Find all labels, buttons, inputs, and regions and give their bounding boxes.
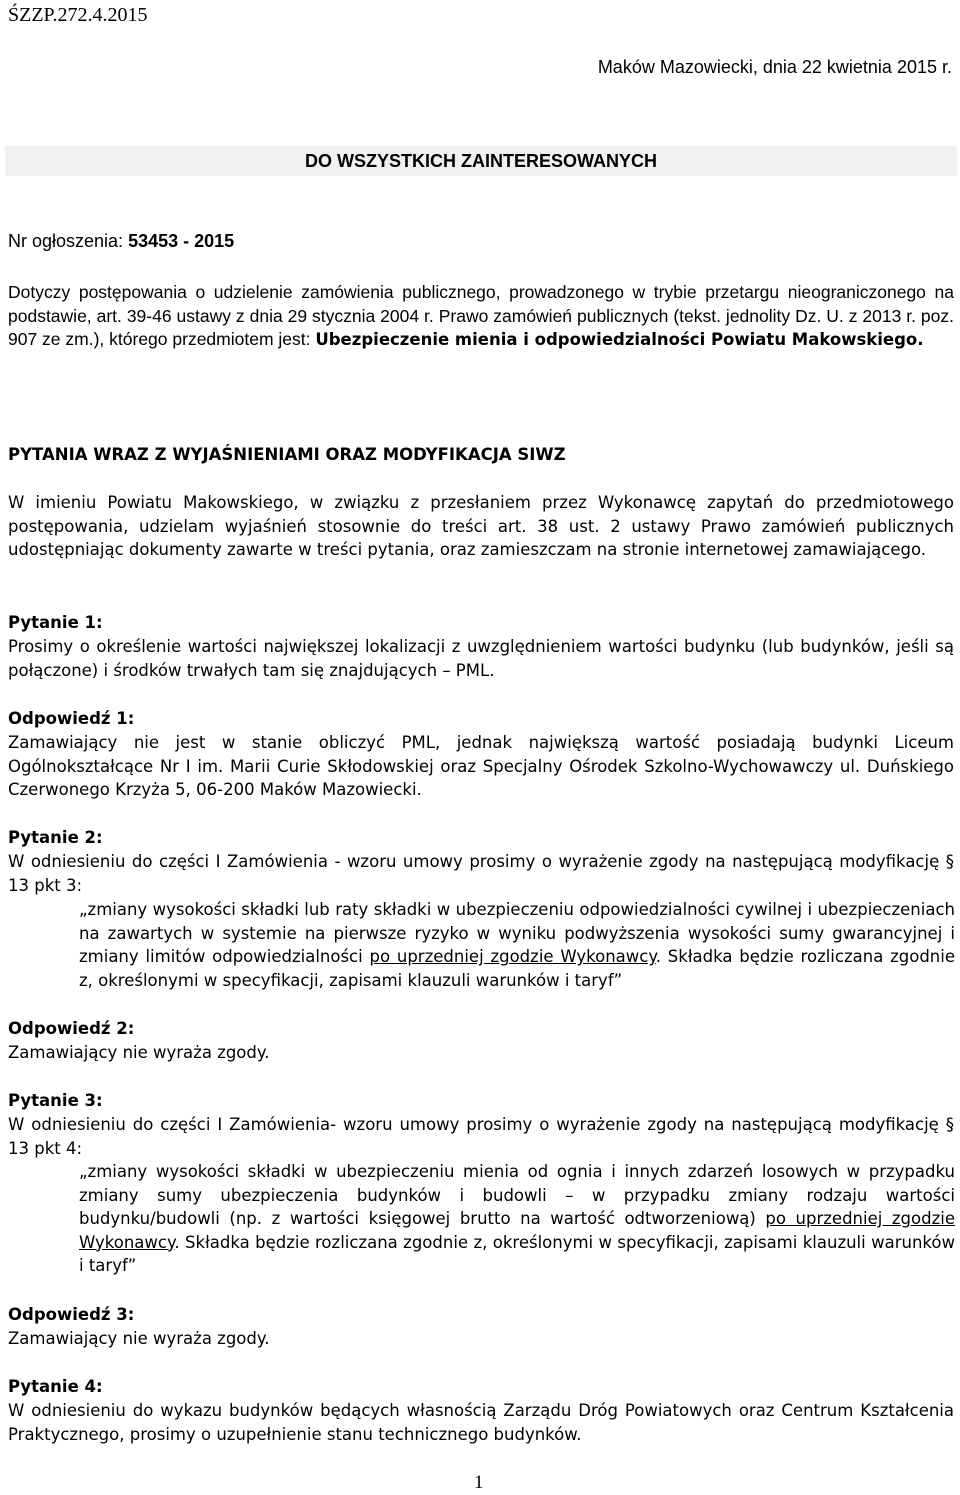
question-3-heading: Pytanie 3: xyxy=(8,1091,103,1110)
answer-2-heading: Odpowiedź 2: xyxy=(8,1019,135,1038)
question-2-quote-part-b: . Składka będzie rozliczana zgodnie z, określonymi w specyfikacji, zapisami klauzuli warunków i taryf” xyxy=(79,947,955,990)
page-number: 1 xyxy=(474,1472,484,1493)
question-2-text: W odniesieniu do części I Zamówienia - wzoru umowy prosimy o wyrażenie zgody na następującą modyfikację § 13 pkt 3: xyxy=(8,852,954,895)
question-3-quote xyxy=(79,1160,955,1278)
question-4-heading: Pytanie 4: xyxy=(8,1377,103,1396)
announcement-number xyxy=(8,231,234,252)
question-4-text: W odniesieniu do wykazu budynków będących własnością Zarządu Dróg Powiatowych oraz Centrum Kształcenia Praktycznego, prosimy o uzupełnienie stanu technicznego budynków. xyxy=(8,1401,954,1444)
question-3-quote-part-a: „zmiany wysokości składki w ubezpieczeniu mienia od ognia i innych zdarzeń losowych w przypadku zmiany sumy ubezpieczenia budynków i budowli – w przypadku zmiany rodzaju wartości budynku/budowli (np. z wartości księgowej brutto na wartość odtworzeniową) xyxy=(79,1162,955,1229)
subject-text: Dotyczy postępowania o udzielenie zamówienia publicznego, prowadzonego w trybie przetargu nieograniczonego na podstawie, art. 39-46 ustawy z dnia 29 stycznia 2004 r. Prawo zamówień publicznych (tekst. jednolity Dz. U. z 2013 r. poz. 907 ze zm.), którego przedmiotem jest: xyxy=(8,282,954,350)
answer-1-heading: Odpowiedź 1: xyxy=(8,709,135,728)
question-1-heading: Pytanie 1: xyxy=(8,613,103,632)
place-and-date: Maków Mazowiecki, dnia 22 kwietnia 2015 r. xyxy=(597,57,952,77)
reference-number: ŚZZP.272.4.2015 xyxy=(8,4,148,26)
question-2-quote-part-a: „zmiany wysokości składki lub raty składki w ubezpieczeniu odpowiedzialności cywilnej i ubezpieczeniach na zawartych w systemie na pierwsze ryzyko w wyniku podwyższenia wysokości sumy gwarancyjnej i zmiany limitów odpowiedzialności xyxy=(79,900,955,967)
subject-paragraph xyxy=(8,281,954,352)
question-3-quote-underlined: po uprzedniej zgodzie Wykonawcy xyxy=(79,1209,955,1252)
answer-1-text: Zamawiający nie jest w stanie obliczyć PML, jednak największą wartość posiadają budynki Liceum Ogólnokształcące Nr I im. Marii Curie Skłodowskiej oraz Specjalny Ośrodek Szkolno-Wychowawczy ul. Duńskiego Czerwonego Krzyża 5, 06-200 Maków Mazowiecki. xyxy=(8,733,954,800)
question-2-heading: Pytanie 2: xyxy=(8,828,103,847)
question-1-text: Prosimy o określenie wartości największej lokalizacji z uwzględnieniem wartości budynku (lub budynków, jeśli są połączone) i środków trwałych tam się znajdujących – PML. xyxy=(8,637,954,680)
question-3-quote-part-b: . Składka będzie rozliczana zgodnie z, określonymi w specyfikacji, zapisami klauzuli warunków i taryf” xyxy=(79,1232,955,1276)
announcement-label: Nr ogłoszenia: xyxy=(8,231,124,251)
section-title: PYTANIA WRAZ Z WYJAŚNIENIAMI ORAZ MODYFIKACJA SIWZ xyxy=(8,445,566,464)
question-2-quote xyxy=(79,898,955,992)
answer-3-heading: Odpowiedź 3: xyxy=(8,1305,135,1324)
question-3-text: W odniesieniu do części I Zamówienia- wzoru umowy prosimy o wyrażenie zgody na następującą modyfikację § 13 pkt 4: xyxy=(8,1115,954,1158)
subject-bold: Ubezpieczenie mienia i odpowiedzialności Powiatu Makowskiego. xyxy=(315,330,924,350)
question-2-quote-underlined: po uprzedniej zgodzie Wykonawcy xyxy=(369,947,656,967)
intro-paragraph: W imieniu Powiatu Makowskiego, w związku z przesłaniem przez Wykonawcę zapytań do przedmiotowego postępowania, udzielam wyjaśnień stosownie do treści art. 38 ust. 2 ustawy Prawo zamówień publicznych udostępniając dokumenty zawarte w treści pytania, oraz zamieszczam na stronie internetowej zamawiającego. xyxy=(8,493,954,560)
announcement-value: 53453 - 2015 xyxy=(128,231,235,251)
addressee-heading: DO WSZYSTKICH ZAINTERESOWANYCH xyxy=(304,151,657,171)
addressee-band xyxy=(5,146,957,176)
answer-3-text: Zamawiający nie wyraża zgody. xyxy=(8,1329,270,1348)
answer-2-text: Zamawiający nie wyraża zgody. xyxy=(8,1043,270,1062)
